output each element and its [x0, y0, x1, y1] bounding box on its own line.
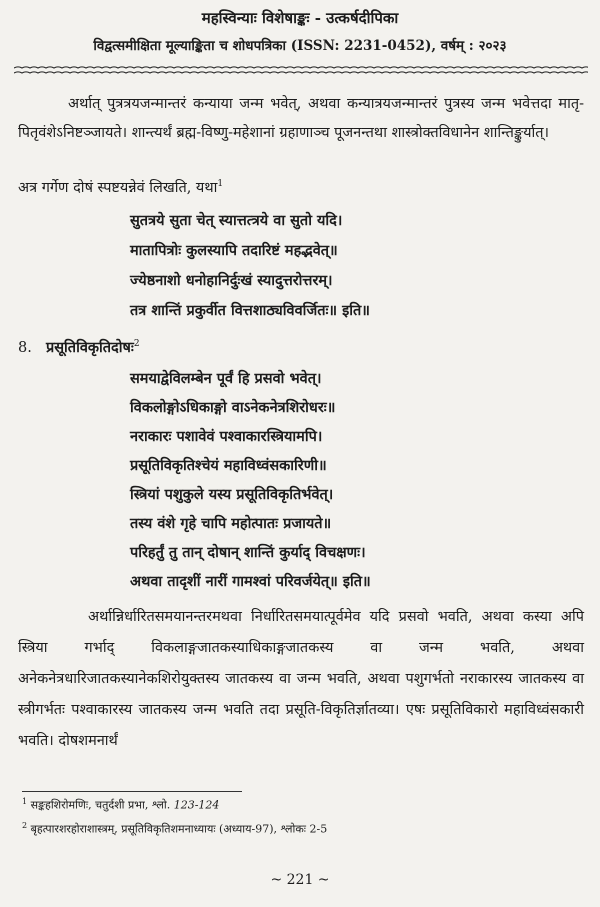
verse-line: तस्य वंशे गृहे चापि महोत्पातः प्रजायते॥	[130, 515, 332, 532]
running-header-subtitle: विद्वत्समीक्षिता मूल्याङ्किता च शोधपत्रिका (ISSN: 2231-0452), वर्षम् : २०२३	[93, 38, 507, 54]
paragraph-intro: अर्थात् पुत्रत्रयजन्मान्तरं कन्याया जन्म भवेत्, अथवा कन्यात्रयजन्मान्तरं पुत्रस्य जन्म भवेत्तदा मातृ-पितृवंशेऽनिष्टञ्जायते। शान्त्यर्थं ब्रह्म-विष्णु-महेशानां ग्रहाणाञ्च पूजनन्तथा शास्त्रोक्तविधानेन शान्तिङ्कुर्यात्।	[18, 96, 584, 141]
paragraph-explanation: अर्थान्निर्धारितसमयानन्तरमथवा निर्धारितसमयात्पूर्वमेव यदि प्रसवो भवति, अथवा कस्या अपि स्त्रिया गर्भाद् विकलाङ्गजातकस्याधिकाङ्गजातकस्य वा जन्म भवति, अथवा अनेकनेत्रधारिजातकस्यानेकशिरोयुक्तस्य जातकस्य वा जन्म भवति, अथवा पशुगर्भतो नराकारस्य जातकस्य वा स्त्रीगर्भतः पश्वाकारस्य जातकस्य जन्म भवति तदा प्रसूति-विकृतिर्ज्ञातव्या। एषः प्रसूतिविकारो महाविध्वंसकारी भवति। दोषशमनार्थं	[18, 609, 584, 749]
verse-line: मातापित्रोः कुलस्यापि तदारिष्टं महद्भवेत्॥	[130, 242, 338, 259]
footnote-2: $^2$ बृहत्पारशरहोराशास्त्रम्, प्रसूतिविकृतिशमनाध्यायः (अध्याय-97), श्लोकः 2-5	[22, 821, 328, 836]
verse-line: परिहर्तुं तु तान् दोषान् शान्तिं कुर्याद् विचक्षणः।	[130, 544, 366, 561]
verse-line: नराकारः पशावेवं पश्वाकारस्त्रियामपि।	[130, 428, 323, 445]
verse-line: प्रसूतिविकृतिश्चेयं महाविध्वंसकारिणी॥	[130, 457, 327, 474]
wavy-divider	[14, 64, 588, 76]
verse-line: सुतत्रये सुता चेत् स्यात्तत्त्रये वा सुतो यदि।	[130, 212, 343, 229]
intro-line: अत्र गर्गेण दोषं स्पष्टयन्नेवं लिखति, यथा$^1$	[18, 179, 224, 196]
verse-line: अथवा तादृशीं नारीं गामश्वां परिवर्जयेत्॥ इति॥	[130, 573, 371, 590]
section-title: प्रसूतिविकृतिदोषः	[46, 339, 134, 356]
verse-line: तत्र शान्तिं प्रकुर्वीत वित्तशाठ्यविवर्जितः॥ इति॥	[130, 302, 370, 319]
footnote-ref: 2	[133, 339, 140, 350]
verse-line: समयाद्वेविलम्बेन पूर्वं हि प्रसवो भवेत्।	[130, 370, 322, 387]
verse-line: ज्येष्ठनाशो धनोहानिर्दुःखं स्यादुत्तरोत्तरम्।	[130, 272, 333, 289]
footnote-1: $^1$ सङ्कहशिरोमणिः, चतुर्दशी प्रभा, श्लो. 123-124	[22, 797, 220, 812]
footnote-rule	[22, 791, 242, 792]
running-header-title: महस्विन्याः विशेषाङ्कः - उत्कर्षदीपिका	[201, 9, 399, 27]
section-heading	[18, 337, 140, 357]
verse-line: स्त्रियां पशुकुले यस्य प्रसूतिविकृतिर्भवेत्।	[130, 486, 334, 503]
verse-line: विकलोङ्गोऽधिकाङ्गो वाऽनेकनेत्रशिरोधरः॥	[130, 399, 336, 416]
page-number: ~ 221 ~	[270, 872, 330, 888]
section-number: 8.	[18, 340, 32, 356]
